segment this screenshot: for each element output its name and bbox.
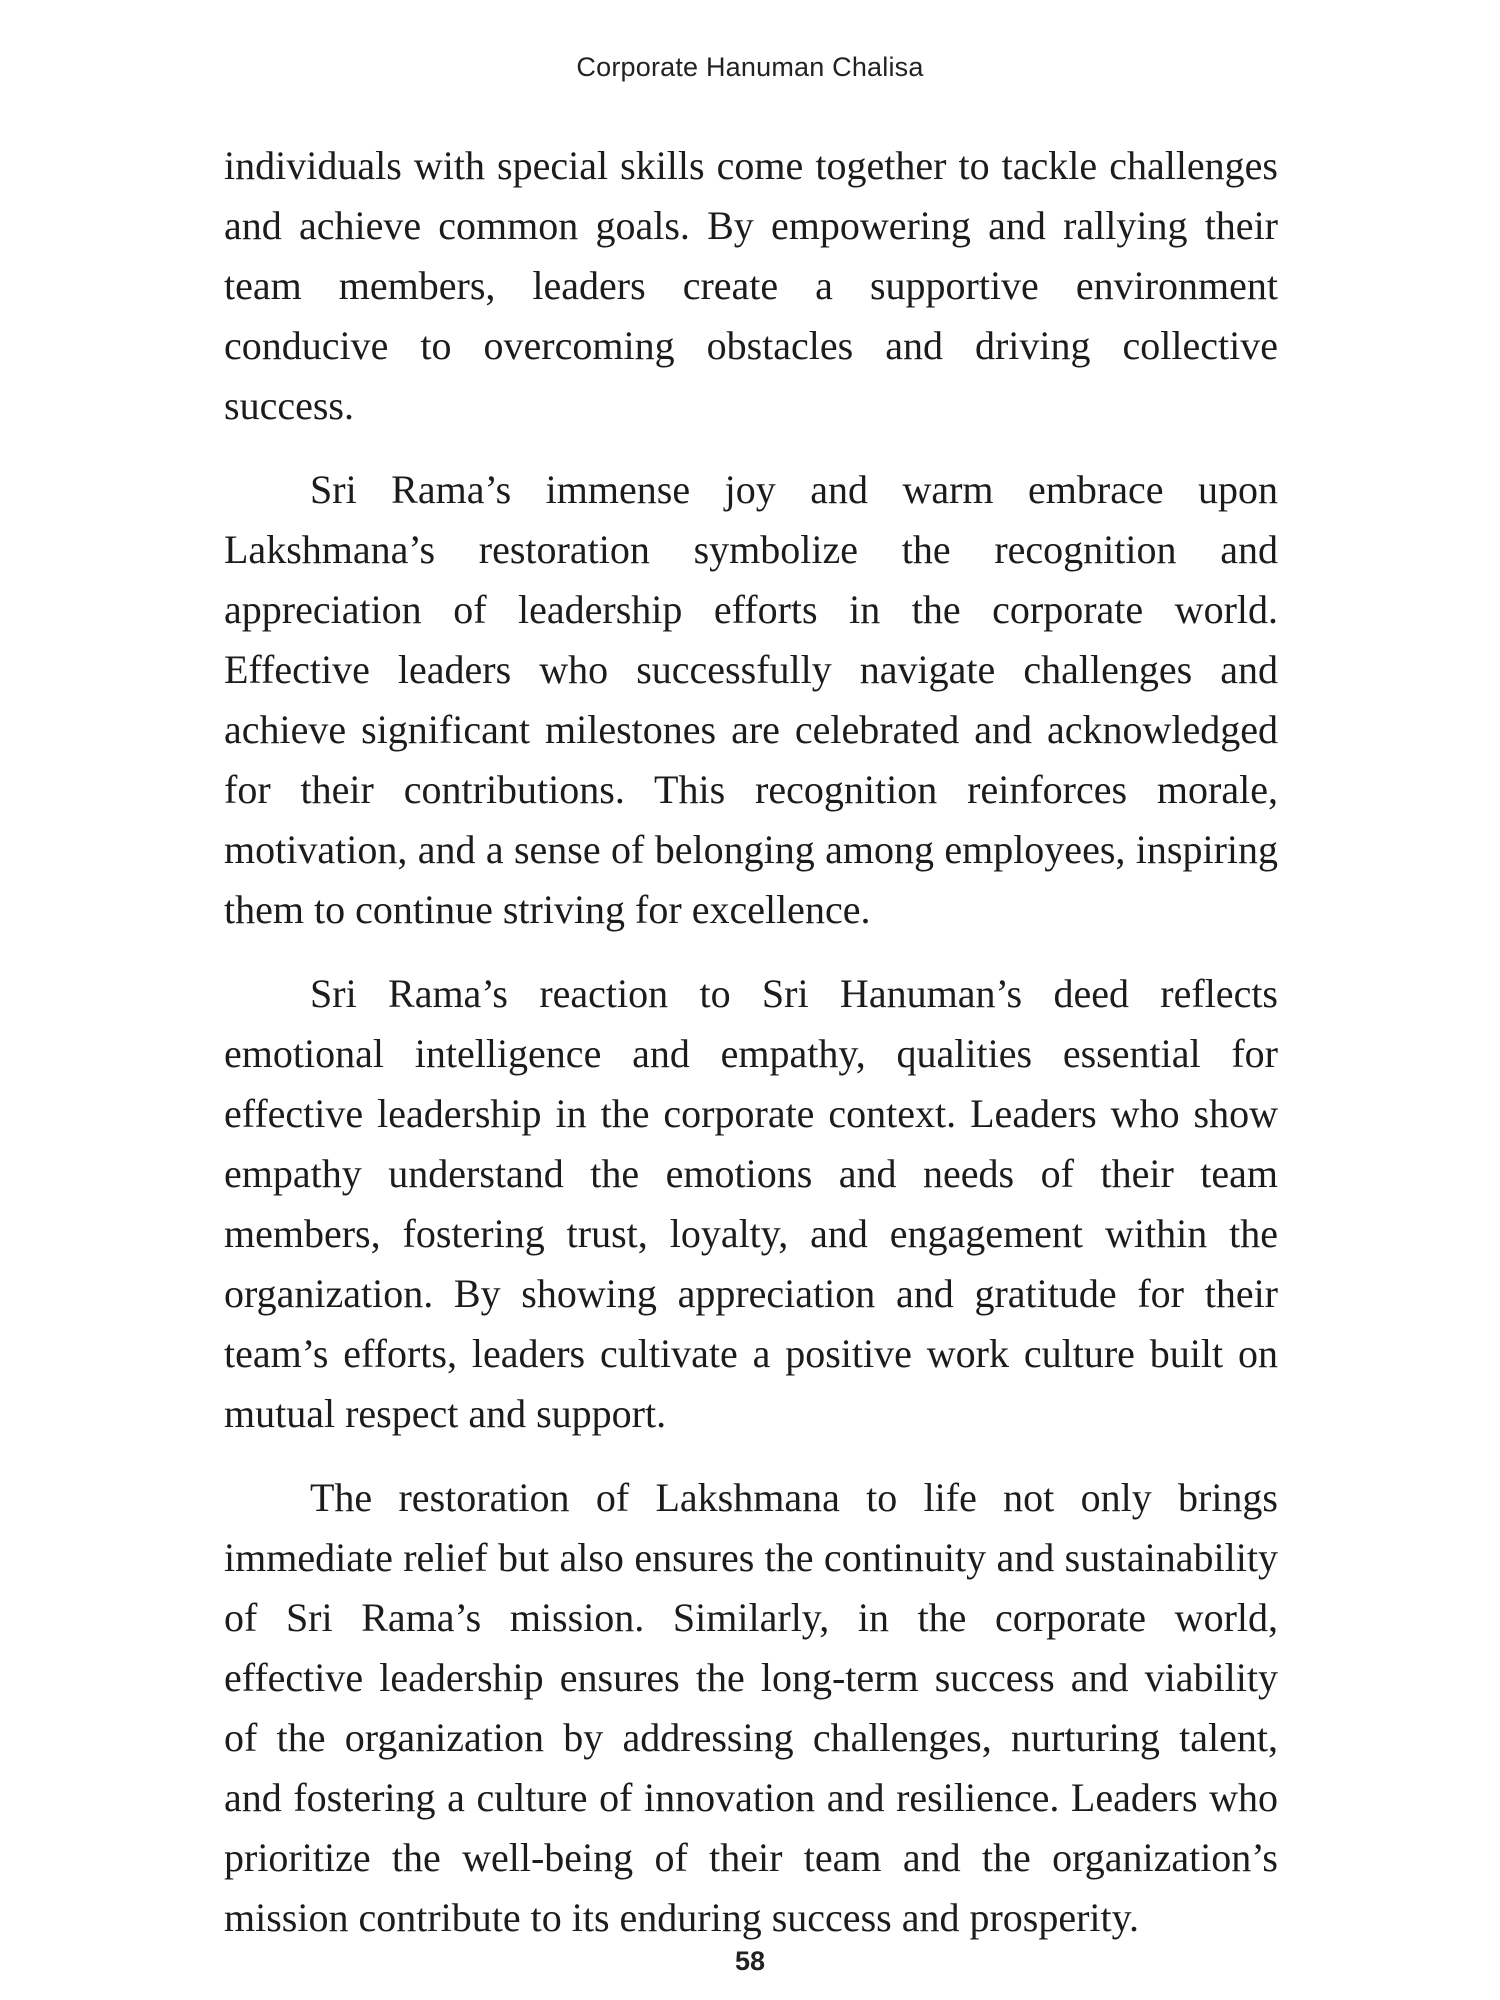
paragraph-continued: individuals with special skills come together to tackle challenges and achieve common goals. By empowering and rallying their team members, leaders create a supportive environment conducive to overcoming obstacles and driving collective success. [224,143,1278,428]
page-body [224,136,1278,1972]
running-header-title: Corporate Hanuman Chalisa [576,52,924,82]
paragraph-empathy: Sri Rama’s reaction to Sri Hanuman’s deed reflects emotional intelligence and empathy, qualities essential for effective leadership in the corporate context. Leaders who show empathy understand the emotions and needs of their team members, fostering trust, loyalty, and engagement within the organization. By showing appreciation and gratitude for their team’s efforts, leaders cultivate a positive work culture built on mutual respect and support. [224,971,1278,1436]
page-number: 58 [734,1946,766,1976]
paragraph-recognition: Sri Rama’s immense joy and warm embrace upon Lakshmana’s restoration symbolize the recognition and appreciation of leadership efforts in the corporate world. Effective leaders who successfully navigate challenges and achieve significant milestones are celebrated and acknowledged for their contributions. This recognition reinforces morale, motivation, and a sense of belonging among employees, inspiring them to continue striving for excellence. [224,467,1278,932]
paragraph-continuity: The restoration of Lakshmana to life not only brings immediate relief but also ensures the continuity and sustainability of Sri Rama’s mission. Similarly, in the corporate world, effective leadership ensures the long-term success and viability of the organization by addressing challenges, nurturing talent, and fostering a culture of innovation and resilience. Leaders who prioritize the well-being of their team and the organization’s mission contribute to its enduring success and prosperity. [224,1475,1278,1940]
